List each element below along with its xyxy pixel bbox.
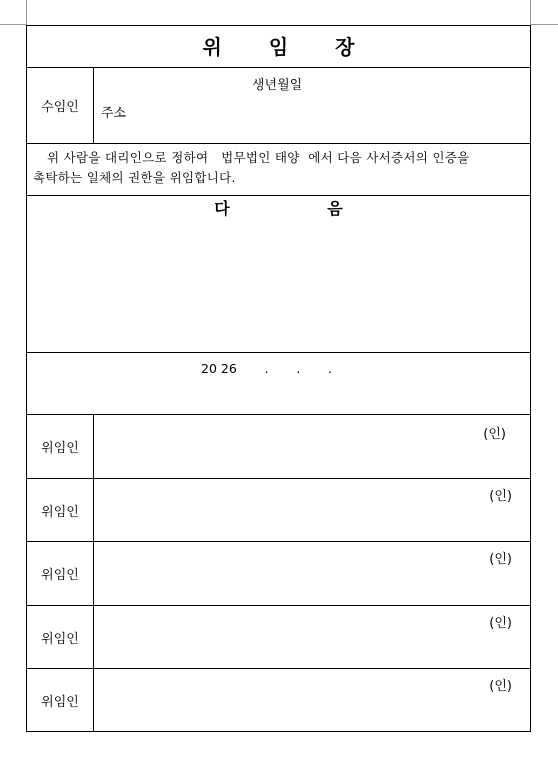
delegator-row <box>27 669 530 731</box>
recipient-section <box>27 68 530 144</box>
delegator-row <box>27 542 530 606</box>
details-section <box>27 196 530 353</box>
seal-mark: (인) <box>483 427 506 442</box>
seal-mark: (인) <box>489 552 512 567</box>
crop-mark-top-right-v <box>530 0 531 25</box>
delegation-statement <box>27 144 530 196</box>
crop-mark-top-left-h <box>0 24 26 25</box>
delegator-label: 위임인 <box>27 479 94 541</box>
seal-mark: (인) <box>489 489 512 504</box>
statement-line-1: 위 사람을 대리인으로 정하여 법무법인 태양 에서 다음 사서증서의 인증을 <box>47 150 470 165</box>
crop-mark-top-right-h <box>531 24 558 25</box>
document-title: 위 임 장 <box>27 26 530 68</box>
seal-mark: (인) <box>489 616 512 631</box>
delegator-row <box>27 479 530 542</box>
address-label: 주소 <box>101 106 127 121</box>
delegator-label: 위임인 <box>27 542 94 605</box>
delegator-row <box>27 415 530 479</box>
date-text: 20 26 . . . <box>201 361 333 376</box>
seal-mark: (인) <box>489 679 512 694</box>
statement-line-2: 촉탁하는 일체의 권한을 위임합니다. <box>33 170 236 185</box>
power-of-attorney-form <box>26 25 531 732</box>
date-section <box>27 353 530 415</box>
delegator-label: 위임인 <box>27 415 94 478</box>
delegator-label: 위임인 <box>27 606 94 668</box>
birthdate-label: 생년월일 <box>252 78 303 93</box>
delegator-row <box>27 606 530 669</box>
crop-mark-top-left-v <box>26 0 27 25</box>
details-heading: 다 음 <box>214 199 389 218</box>
delegator-label: 위임인 <box>27 669 94 731</box>
recipient-label: 수임인 <box>27 68 94 143</box>
